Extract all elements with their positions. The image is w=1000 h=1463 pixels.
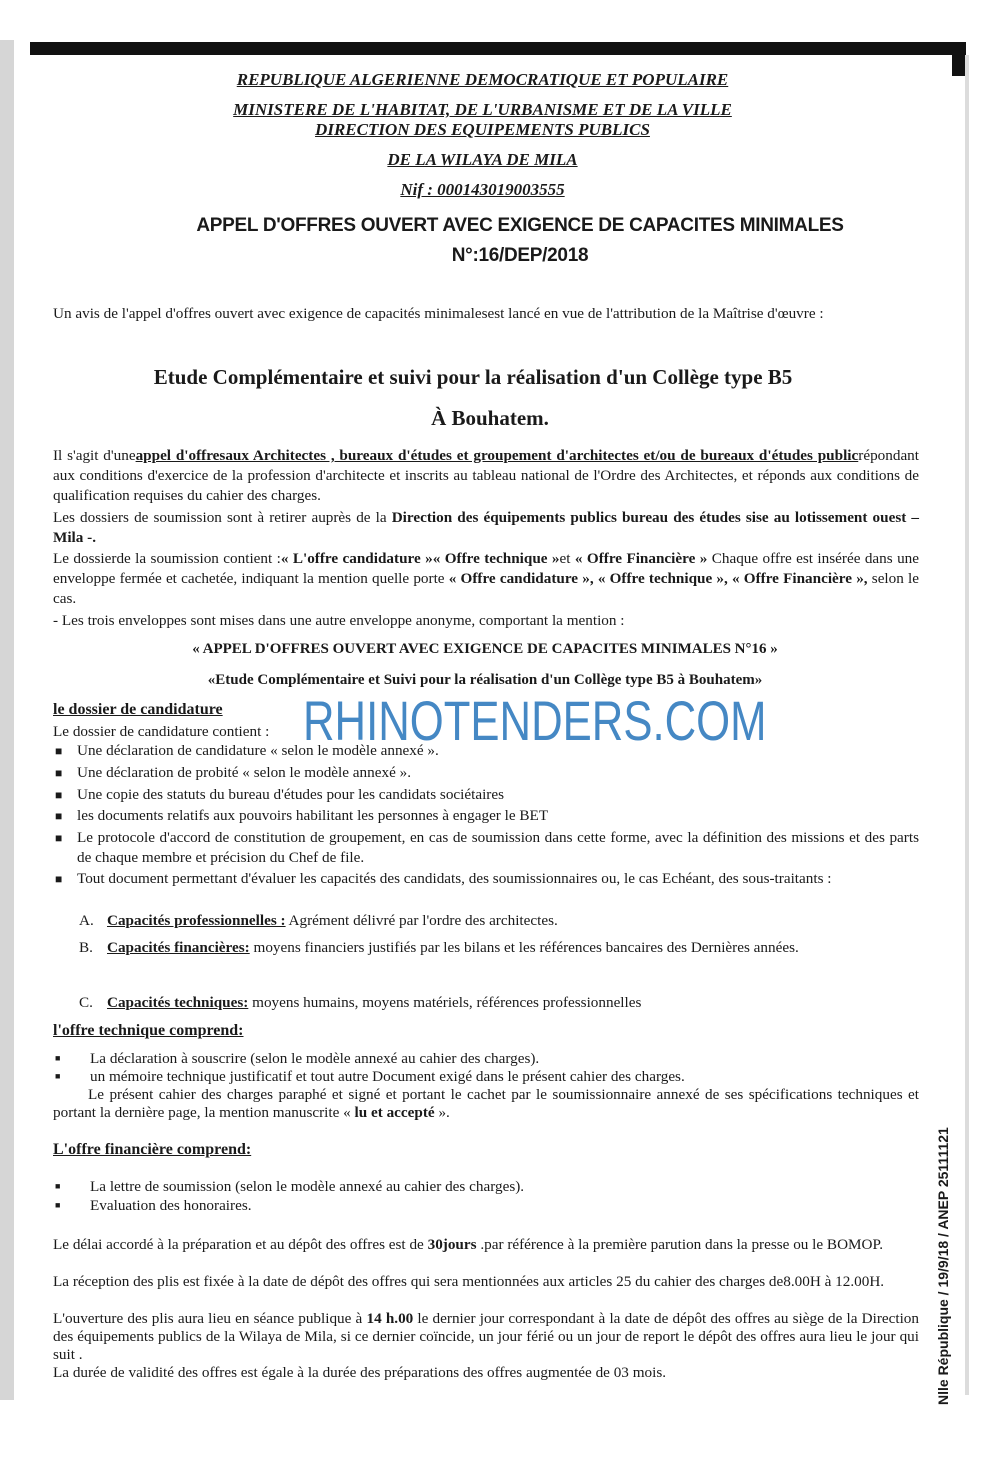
project-location: À Bouhatem. bbox=[431, 406, 549, 430]
bullet-icon: ■ bbox=[55, 1181, 61, 1191]
capacity-letter: A. bbox=[79, 912, 94, 929]
p2-place: Direction des équipements publics bureau des études sise au lotissement ouest – Mila -. bbox=[53, 509, 919, 546]
closing-deadline bbox=[53, 1236, 919, 1254]
mention-line-2: «Etude Complémentaire et Suivi pour la réalisation d'un Collège type B5 à Bouhatem» bbox=[207, 672, 763, 688]
scan-left-edge bbox=[0, 40, 14, 1400]
watermark: RHINOTENDERS.COM bbox=[303, 689, 767, 752]
c3-a: L'ouverture des plis aura lieu en séance publique à bbox=[53, 1310, 367, 1327]
header-ministry: MINISTERE DE L'HABITAT, DE L'URBANISME ET DE LA VILLE bbox=[233, 100, 732, 119]
p3-b: « L'offre candidature »« Offre technique » bbox=[280, 550, 560, 567]
closing-opening bbox=[53, 1310, 919, 1364]
paragraph-envelopes: - Les trois enveloppes sont mises dans une autre enveloppe anonyme, comportant la mention : bbox=[53, 612, 625, 629]
capacity-text: moyens humains, moyens matériels, références professionnelles bbox=[248, 994, 642, 1011]
financiere-heading: L'offre financière comprend: bbox=[53, 1141, 252, 1158]
bullet-icon: ■ bbox=[55, 1200, 61, 1210]
project-title: Etude Complémentaire et suivi pour la réalisation d'un Collège type B5 bbox=[153, 365, 793, 389]
c1-b: 30jours bbox=[427, 1236, 477, 1253]
technique-heading: l'offre technique comprend: bbox=[53, 1022, 244, 1039]
p1-end: répondant aux conditions d'exercice de la profession d'architecte et inscrits au tableau national de l'Ordre des Architectes, et réponds aux conditions de qualification requises du cahier des charges. bbox=[53, 447, 919, 504]
bullet-icon: ■ bbox=[55, 1053, 61, 1063]
p3-d: « Offre Financière » bbox=[574, 550, 708, 567]
bullet-icon: ■ bbox=[55, 766, 63, 780]
capacity-label: Capacités financières: bbox=[107, 939, 250, 956]
candidature-item: Tout document permettant d'évaluer les capacités des candidats, des soumissionnaires ou, le cas Echéant, des sous-traitants : bbox=[77, 870, 832, 887]
paragraph-eligibility bbox=[53, 446, 919, 506]
p3-f: « Offre candidature », « Offre technique », « Offre Financière », bbox=[448, 570, 868, 587]
header-republic: REPUBLIQUE ALGERIENNE DEMOCRATIQUE ET POPULAIRE bbox=[236, 70, 729, 89]
financiere-item: Evaluation des honoraires. bbox=[90, 1197, 252, 1214]
financiere-item: La lettre de soumission (selon le modèle annexé au cahier des charges). bbox=[90, 1178, 525, 1195]
closing-reception: La réception des plis est fixée à la date de dépôt des offres qui sera mentionnées aux articles 25 du cahier des charges de8.00H à 12.00H. bbox=[53, 1273, 885, 1290]
bullet-icon: ■ bbox=[55, 1071, 61, 1081]
header-nif: Nif : 000143019003555 bbox=[400, 180, 565, 199]
p3-c: et bbox=[559, 550, 575, 567]
closing-validity: La durée de validité des offres est égale à la durée des préparations des offres augmentée de 03 mois. bbox=[53, 1364, 667, 1381]
technique-item: un mémoire technique justificatif et tout autre Document exigé dans le présent cahier des charges. bbox=[90, 1068, 685, 1085]
p1-audience: appel d'offresaux Architectes , bureaux d'études et groupement d'architectes et/ou de bureaux d'études public bbox=[135, 447, 859, 464]
p1-start: Il s'agit d'une bbox=[53, 447, 136, 464]
intro-paragraph: Un avis de l'appel d'offres ouvert avec exigence de capacités minimalesest lancé en vue de l'attribution de la Maîtrise d'œuvre : bbox=[53, 305, 824, 322]
candidature-item: Une déclaration de candidature « selon le modèle annexé ». bbox=[77, 742, 439, 759]
candidature-item: Le protocole d'accord de constitution de groupement, en cas de soumission dans cette forme, avec la définition des missions et des parts de chaque membre et précision du Chef de file. bbox=[77, 829, 919, 866]
capacity-label: Capacités professionnelles : bbox=[107, 912, 286, 929]
candidature-intro: Le dossier de candidature contient : bbox=[53, 723, 270, 740]
paragraph-contents bbox=[53, 549, 919, 609]
capacity-item-a bbox=[79, 908, 919, 933]
scan-top-bar bbox=[30, 42, 965, 55]
bullet-icon: ■ bbox=[55, 831, 63, 845]
note-c: ». bbox=[434, 1104, 450, 1121]
bullet-icon: ■ bbox=[55, 872, 63, 886]
candidature-heading: le dossier de candidature bbox=[53, 701, 223, 718]
capacity-text: moyens financiers justifiés par les bilans et les références bancaires des Dernières années. bbox=[249, 939, 799, 956]
c3-b: 14 h.00 bbox=[366, 1310, 414, 1327]
capacity-letter: B. bbox=[79, 939, 93, 956]
mention-line-1: « APPEL D'OFFRES OUVERT AVEC EXIGENCE DE CAPACITES MINIMALES N°16 » bbox=[192, 641, 778, 657]
capacity-item-b bbox=[79, 935, 899, 960]
c3-c: le dernier jour correspondant à la date de dépôt des offres au siège de la Direction des équipements publics de la Wilaya de Mila, si ce dernier coïncide, un jour férié ou un jour de report le dépôt des offres aura lieu le jour qui suit . bbox=[53, 1310, 919, 1363]
header-direction: DIRECTION DES EQUIPEMENTS PUBLICS bbox=[315, 120, 650, 139]
p3-e: Chaque offre est insérée dans une enveloppe fermée et cachetée, indiquant la mention quelle porte bbox=[53, 550, 920, 587]
bullet-icon: ■ bbox=[55, 788, 63, 802]
candidature-item: les documents relatifs aux pouvoirs habilitant les personnes à engager le BET bbox=[77, 807, 549, 824]
candidature-item: Une copie des statuts du bureau d'études pour les candidats sociétaires bbox=[77, 786, 505, 803]
capacity-text: Agrément délivré par l'ordre des architectes. bbox=[285, 912, 558, 929]
tender-title: APPEL D'OFFRES OUVERT AVEC EXIGENCE DE CAPACITES MINIMALES bbox=[196, 215, 844, 236]
c1-a: Le délai accordé à la préparation et au dépôt des offres est de bbox=[53, 1236, 428, 1253]
side-publication-note: Nlle République / 19/9/18 / ANEP 25111121 bbox=[935, 1127, 951, 1405]
p3-g: selon le cas. bbox=[53, 570, 919, 607]
technique-note bbox=[53, 1086, 919, 1122]
candidature-item: Une déclaration de probité « selon le modèle annexé ». bbox=[77, 764, 411, 781]
note-b: lu et accepté bbox=[354, 1104, 435, 1121]
bullet-icon: ■ bbox=[55, 809, 63, 823]
capacity-letter: C. bbox=[79, 994, 93, 1011]
capacity-label: Capacités techniques: bbox=[107, 994, 249, 1011]
tender-number: N°:16/DEP/2018 bbox=[451, 245, 589, 266]
note-a: Le présent cahier des charges paraphé et signé et portant le cachet par le soumissionnaire annexé de ses spécifications techniques et portant la dernière page, la mention manuscrite « bbox=[53, 1086, 919, 1121]
bullet-icon: ■ bbox=[55, 744, 63, 758]
c1-c: .par référence à la première parution dans la presse ou le BOMOP. bbox=[476, 1236, 884, 1253]
capacity-item-c bbox=[79, 990, 919, 1015]
paragraph-withdrawal bbox=[53, 508, 919, 548]
technique-item: La déclaration à souscrire (selon le modèle annexé au cahier des charges). bbox=[90, 1050, 540, 1067]
p2-start: Les dossiers de soumission sont à retirer auprès de la bbox=[53, 509, 392, 526]
p3-a: Le dossierde la soumission contient : bbox=[53, 550, 281, 567]
header-wilaya: DE LA WILAYA DE MILA bbox=[387, 150, 578, 169]
